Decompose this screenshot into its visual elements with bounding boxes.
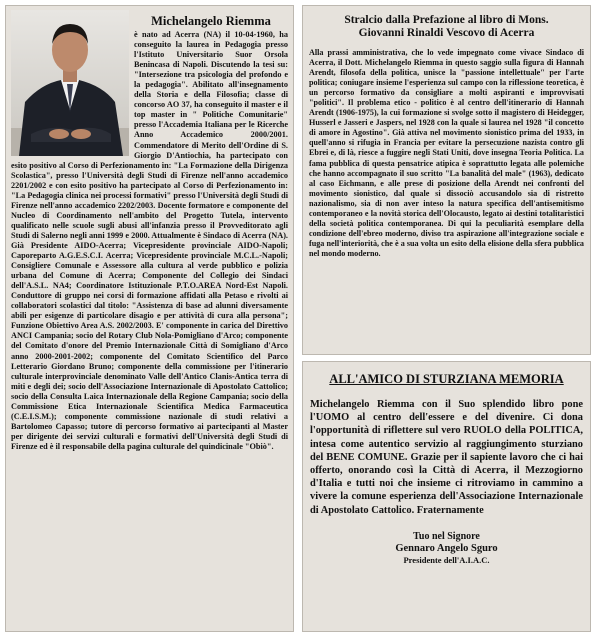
preface-body: Alla prassi amministrativa, che lo vede impegnato come vivace Sindaco di Acerra, il Dott. Michelangelo Riemma in questo saggio sulla figura di Hannah Arendt, filosofa della politica, unisce la "passione intellettuale" per l'arte politica; coniugare insieme l'esperienza sul campo con la riflessione teoretica, è un percorso formativo da consigliare a molti aspiranti e improvvisati "politici". Il problema etico - politico è al centro dell'itinerario di Hannah Arendt (1906-1975), la cui formazione si svolge sotto il magistero di Heidegger, Husserl e Jasseri e Jaspers, nel 1928 con la quale si laurea nel 1928 "il concetto di amore in Agostino". Già attiva nel movimento sionistico prima del 1933, in quell'anno si rifugia in Francia per evitare la persecuzione nazista contro gli Ebrei e, di là, riesce a fuggire negli Stati Uniti, dove insegna Teoria Politica. La fama pubblica di questa pensatrice atipica è soprattutto legata alle polemiche che hanno accompagnato il suo scritto "La banalità del male" (1963), dedicato al caso Eichmann, e alle prese di posizione della Arendt nei confronti del movimento sionistico, dal quale si dissociò accusandolo sia di ristretto nazionalismo, sia di non aver inteso la natura specifica dell'antisemitismo contemporaneo e la novità storica dell'Olocausto, legato ai destini totalitaristici della società politica contemporanea. Di qui la peculiarità esemplare della condizione dell'ebreo moderno, diviso tra aspirazione all'integrazione sociale e fuga nell'interiorità, che è a sua volta un esito della elisione della sfera pubblica nel mondo moderno. xyxy=(309,48,584,258)
preface-title xyxy=(309,14,584,40)
signature-role: Presidente dell'A.I.A.C. xyxy=(403,554,490,565)
preface-title-line2: Giovanni Rinaldi Vescovo di Acerra xyxy=(358,27,535,39)
signature-block xyxy=(310,531,583,566)
dedication-title: ALL'AMICO DI STURZIANA MEMORIA xyxy=(329,372,564,386)
dedication-box xyxy=(302,361,591,632)
portrait-photo xyxy=(11,10,129,156)
bio-name: Michelangelo Riemma xyxy=(151,14,271,28)
biography-box xyxy=(5,5,294,632)
preface-title-line1: Stralcio dalla Prefazione al libro di Mons. xyxy=(344,14,549,26)
dedication-body: Michelangelo Riemma con il Suo splendido libro pone l'UOMO al centro dell'essere e del divenire. Ci dona l'opportunità di riflettere sul vero RUOLO della POLITICA, intesa come autentico servizio al raggiungimento sturziano del BENE COMUNE. Grazie per il sapiente lavoro che ci hai offerto, onorando così la Città di Acerra, il Mezzogiorno d'Italia e tutti noi che insieme ci ritroviamo in cammino a vivere la comune esperienza dell'Associazione Internazionale di Apostolato Cattolico. Fraternamente xyxy=(310,399,583,516)
bio-body: è nato ad Acerra (NA) il 10-04-1960, ha conseguito la laurea in Pedagogia presso l'Istituto Universitario Suor Orsola Benincasa di Napoli. Discutendo la tesi su: "Intersezione tra psicologia del profondo e la pedagogia". Abilitato all'insegnamento della Storia e della Filosofia; classe di concorso AO 37, ha conseguito il master e il top master in " Politiche Comunitarie" presso l'Accademia Italiana per le Ricerche Anno Accademico 2000/2001. Commendatore di Merito dell'Ordine di S. Giorgio D'Antiochia, ha partecipato con esito positivo al Corso di Perfezionamento in: "La Formazione della Dirigenza Scolastica", presso l'Università degli Studi di Firenze nell'anno accademico 2201/2002 e con esito positivo ha partecipato al Corso di Perfezionamento in: "La Pedagogia clinica nei processi formativi" presso l'Università degli Studi di Firenze nell'anno accademico 2202/2003. Docente formatore e componente del Nucleo di Coordinamento nell'ambito del Progetto Tutela, intervento qualificato nelle scuole sugli abusi all'infanzia presso il Provveditorato agli Studi di Salerno negli anni 1999 e 2000. Attualmente è Sindaco di Acerra (NA). Già Presidente AIDO-Acerra; Vicepresidente provinciale AIDO-Napoli; Caporeparto A.G.E.S.C.I. Acerra; Vicepresidente provinciale M.C.L.-Napoli; Consigliere Comunale e Assessore alla cultura al verde pubblico e polizia urbana del Comune di Acerra; Componente del Collegio dei Sindaci dell'A.S.L. NA4; Coordinatore Istituzionale P.T.O.AREA Nord-Est Napoli. Conduttore di gruppo nei corsi di formazione affidati alla Petaso e rivolti ai collaboratori scolastici dal titolo: "Assistenza di base ad alunni diversamente abili per esigenze di particolare disagio e per attività di cura alla persona"; Funzione Obiettivo Area A.S. 2002/2003. E' componente in carica del Direttivo ANCI Campania; socio del Rotary Club Nola-Pomigliano d'Arco; componente del Comitato d'onore del Premio Internazionale Città di Somigliano d'Arco anno 2000-2001-2002; componente del Comitato Scientifico del Parco Letterario Giordano Bruno; componente della commissione per l'itinerario culturale interprovinciale denominato Valle dell'Antico Clanis-Antica terra di miti e degli dei; socio dell'Associazione Internazionale di Apostolato Cattolico; socio della Consulta Laica Internazionale della Regione Campania; socio della Commissione Etica Internazionale Scientifica Medica Farmaceutica (C.E.I.S.M.); componente commissione nazionale di studi relativi a Bartolomeo Capasso; tutore di percorso formativo ai partecipanti al Master per dirigente dei servizi culturali e formativi dell'Università degli Studi di Firenze ed è il responsabile della pagina culturale del quindicinale "Obiò". xyxy=(11,30,288,451)
signature-greeting: Tuo nel Signore xyxy=(413,530,480,542)
preface-box xyxy=(302,5,591,355)
signature-name: Gennaro Angelo Sguro xyxy=(395,542,498,554)
